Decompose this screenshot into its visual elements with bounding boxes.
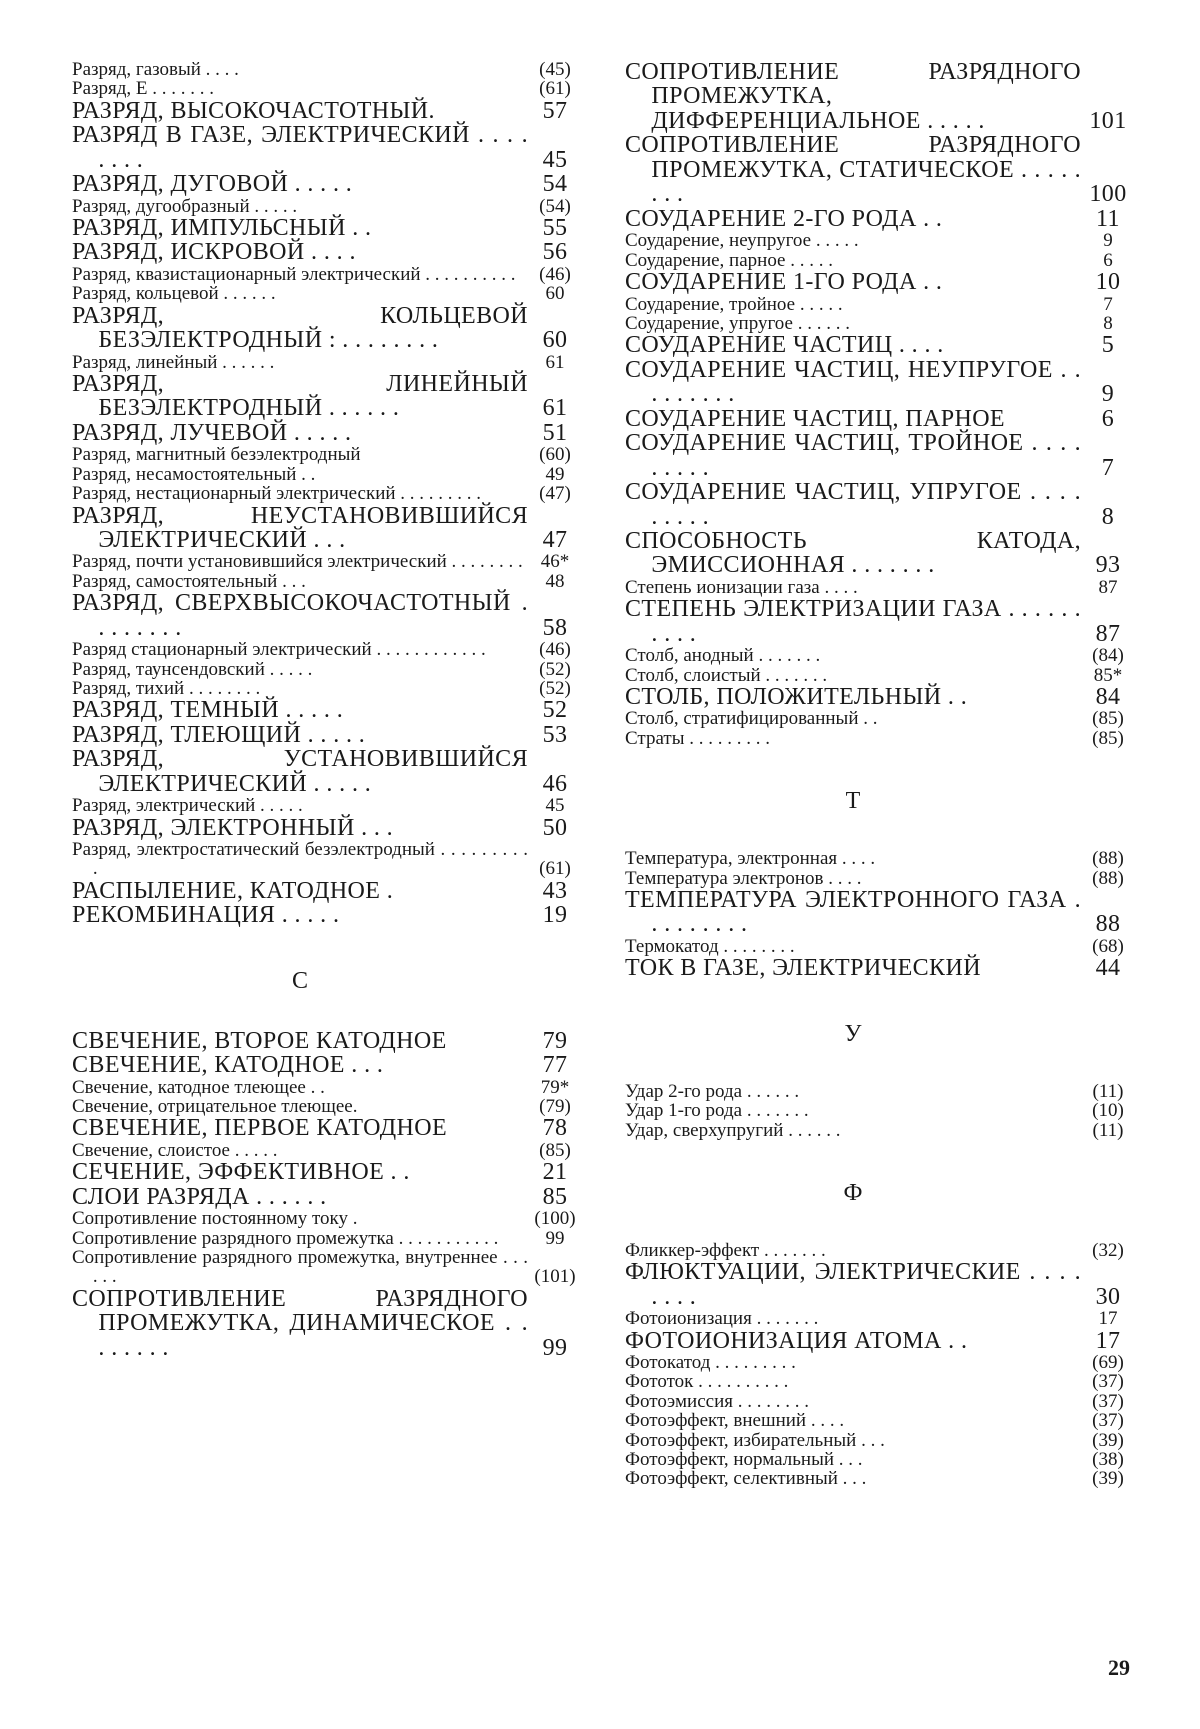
page-reference: 56 (542, 239, 568, 266)
section-letter-f: Ф (843, 1179, 863, 1206)
index-term: СОУДАРЕНИЕ ЧАСТИЦ, НЕУПРУГОЕ . . . . . . . . . (625, 356, 1081, 408)
page-reference: 84 (1095, 684, 1121, 710)
index-term: Столб, стратифицированный . . (625, 708, 878, 730)
page-reference: 101 (1089, 107, 1127, 134)
index-entry (72, 172, 582, 196)
page-reference: (79) (539, 1096, 571, 1117)
index-entry (625, 666, 1135, 685)
index-entry (72, 240, 582, 264)
entries-u (625, 1082, 1135, 1140)
page-reference: 61 (545, 351, 565, 373)
index-entry (72, 1097, 582, 1116)
page-reference: 99 (545, 1227, 565, 1249)
index-term: РАЗРЯД, ЛУЧЕВОЙ . . . . . (72, 419, 352, 446)
index-entry (625, 1411, 1135, 1430)
page-reference: 46* (540, 551, 570, 573)
left-column (72, 60, 582, 1360)
index-entry (625, 1372, 1135, 1391)
index-entry (625, 1431, 1135, 1450)
index-entry (625, 1353, 1135, 1372)
index-entry (72, 1160, 582, 1184)
page-reference: 17 (1095, 1327, 1121, 1354)
index-entry (625, 685, 1135, 709)
index-term: Разряд, квазистационарный электрический . . . . . . . . . . (72, 263, 516, 285)
index-entry (72, 1029, 582, 1053)
index-entry (625, 869, 1135, 888)
index-term: Фотоионизация . . . . . . . (625, 1308, 819, 1330)
page-reference: 45 (542, 146, 568, 173)
index-entry (625, 529, 1135, 578)
index-term: РАСПЫЛЕНИЕ, КАТОДНОЕ . (72, 877, 394, 904)
index-term: Сопротивление разрядного промежутка . . . . . . . . . . . (72, 1227, 499, 1249)
page-reference: (100) (534, 1208, 576, 1230)
index-entry (625, 251, 1135, 270)
index-term: РАЗРЯД В ГАЗЕ, ЭЛЕКТРИЧЕСКИЙ . . . . . . . . (72, 122, 528, 173)
page-reference: 85 (542, 1183, 568, 1210)
index-term: Фотоэффект, внешний . . . . (625, 1410, 845, 1432)
index-term: СПОСОБНОСТЬ КАТОДА, ЭМИССИОННАЯ . . . . . . . (625, 528, 1081, 579)
page-reference: 54 (542, 171, 568, 198)
index-term: РАЗРЯД, ИСКРОВОЙ . . . . (72, 239, 356, 266)
index-entry (72, 679, 582, 698)
page-reference: (85) (1092, 727, 1124, 749)
page-reference: 52 (542, 697, 568, 724)
page-reference: 9 (1101, 381, 1115, 408)
index-term: Разряд, дугообразный . . . . . (72, 195, 298, 217)
index-term: СЛОИ РАЗРЯДА . . . . . . (72, 1183, 327, 1210)
index-entry (625, 358, 1135, 407)
index-entry (72, 465, 582, 484)
page-reference: 60 (542, 327, 568, 354)
page-reference: (88) (1092, 848, 1124, 870)
page-reference: (46) (539, 639, 571, 661)
index-entry (72, 591, 582, 640)
page-reference: 8 (1103, 312, 1113, 334)
page-reference: 6 (1103, 249, 1113, 271)
page-reference: (52) (539, 658, 571, 680)
index-entry (72, 1248, 582, 1287)
index-entry (625, 333, 1135, 357)
index-term: СТОЛБ, ПОЛОЖИТЕЛЬНЫЙ . . (625, 684, 968, 710)
index-entry (625, 888, 1135, 937)
page-reference: 93 (1095, 552, 1121, 579)
index-term: Степень ионизации газа . . . . (625, 576, 858, 598)
index-term: Свечение, катодное тлеющее . . (72, 1076, 325, 1098)
index-term: Разряд, почти установившийся электрический . . . . . . . . (72, 551, 523, 573)
index-term: Разряд, электрический . . . . . (72, 795, 303, 817)
index-term: Разряд, таунсендовский . . . . . (72, 658, 313, 680)
index-entry (625, 1469, 1135, 1488)
index-entry (72, 698, 582, 722)
page-reference: (101) (534, 1266, 576, 1288)
index-entry (625, 729, 1135, 748)
index-term: СОУДАРЕНИЕ ЧАСТИЦ . . . . (625, 332, 944, 359)
index-term: Термокатод . . . . . . . . (625, 935, 795, 957)
index-term: Разряд, самостоятельный . . . (72, 570, 306, 592)
index-term: СВЕЧЕНИЕ, КАТОДНОЕ . . . (72, 1052, 384, 1079)
index-entry (72, 123, 582, 172)
page-reference: 44 (1095, 955, 1121, 982)
index-term: Фотоэффект, нормальный . . . (625, 1448, 863, 1470)
page-reference: (11) (1092, 1080, 1124, 1102)
index-term: Разряд, E . . . . . . . (72, 78, 215, 100)
index-term: РАЗРЯД, НЕУСТАНОВИВШИЙСЯ ЭЛЕКТРИЧЕСКИЙ . . . (72, 502, 528, 553)
page-reference: 10 (1095, 269, 1121, 296)
index-entry (625, 956, 1135, 980)
page-number: 29 (1108, 1655, 1130, 1680)
index-term: Разряд, электростатический безэлектродный . . . . . . . . . . (72, 839, 528, 880)
page-reference: 57 (542, 97, 568, 124)
page-reference: 11 (1096, 205, 1120, 232)
index-term: СВЕЧЕНИЕ, ПЕРВОЕ КАТОДНОЕ (72, 1115, 448, 1142)
index-entry (625, 207, 1135, 231)
index-entry (625, 480, 1135, 529)
page-reference: (47) (539, 483, 571, 505)
index-term: СВЕЧЕНИЕ, ВТОРОЕ КАТОДНОЕ (72, 1027, 447, 1054)
index-term: Разряд, кольцевой . . . . . . (72, 283, 276, 305)
page-reference: 9 (1103, 230, 1113, 252)
index-term: Фототок . . . . . . . . . . (625, 1371, 789, 1393)
page-reference: 87 (1098, 576, 1118, 598)
page-reference: (46) (539, 263, 571, 285)
index-entry (72, 796, 582, 815)
index-term: Фотокатод . . . . . . . . . (625, 1352, 796, 1374)
index-entry (72, 903, 582, 927)
page-reference: (54) (539, 195, 571, 217)
index-term: Разряд, магнитный безэлектродный (72, 444, 361, 466)
page-reference: 50 (542, 814, 568, 841)
index-term: Соударение, неупругое . . . . . (625, 230, 859, 252)
index-entry (625, 231, 1135, 250)
page-reference: (37) (1092, 1410, 1124, 1432)
index-term: РАЗРЯД, ЛИНЕЙНЫЙ БЕЗЭЛЕКТРОДНЫЙ . . . . . . (72, 371, 528, 422)
index-term: РАЗРЯД, ТЛЕЮЩИЙ . . . . . (72, 721, 366, 748)
index-entry (72, 372, 582, 421)
index-term: СОУДАРЕНИЕ ЧАСТИЦ, ПАРНОЕ (625, 405, 1005, 432)
index-term: Разряд, несамостоятельный . . (72, 463, 316, 485)
page-reference: (32) (1092, 1239, 1124, 1261)
page-reference: 99 (542, 1334, 568, 1361)
index-entry (72, 747, 582, 796)
index-entry (625, 270, 1135, 294)
index-entry (72, 572, 582, 591)
index-term: Сопротивление разрядного промежутка, внутреннее . . . . . . (72, 1246, 528, 1288)
index-entry (72, 99, 582, 123)
page-reference: (88) (1092, 867, 1124, 889)
index-entry (72, 60, 582, 79)
index-term: РАЗРЯД, ТЕМНЫЙ . . . . . (72, 697, 344, 724)
page-reference: 43 (542, 877, 568, 904)
index-entry (72, 660, 582, 679)
page-reference: 88 (1095, 911, 1121, 938)
index-entry (625, 1121, 1135, 1140)
page-reference: 46 (542, 770, 568, 797)
page-reference: 7 (1101, 454, 1115, 481)
page-reference: (39) (1092, 1468, 1124, 1490)
index-term: СОПРОТИВЛЕНИЕ РАЗРЯДНОГО ПРОМЕЖУТКА, ДИФФЕРЕНЦИАЛЬНОЕ . . . . . (625, 59, 1081, 134)
page-reference: 85* (1093, 664, 1123, 686)
page-reference: 17 (1098, 1308, 1118, 1330)
index-entry (72, 723, 582, 747)
index-term: Удар 2-го рода . . . . . . (625, 1080, 800, 1102)
index-entry (625, 937, 1135, 956)
index-entry (72, 816, 582, 840)
entries-t (625, 849, 1135, 981)
page-reference: (61) (539, 858, 571, 880)
index-term: РЕКОМБИНАЦИЯ . . . . . (72, 902, 340, 929)
index-entry (72, 1141, 582, 1160)
index-entry (625, 1101, 1135, 1120)
index-entry (72, 840, 582, 879)
index-entry (72, 353, 582, 372)
entries-s (72, 1029, 582, 1360)
index-term: РАЗРЯД, КОЛЬЦЕВОЙ БЕЗЭЛЕКТРОДНЫЙ : . . . . . . . . (72, 302, 528, 354)
page-reference: 58 (542, 614, 568, 641)
index-term: РАЗРЯД, ВЫСОКОЧАСТОТНЫЙ. (72, 97, 435, 124)
index-term: СЕЧЕНИЕ, ЭФФЕКТИВНОЕ . . (72, 1159, 410, 1186)
index-term: Столб, анодный . . . . . . . (625, 645, 821, 667)
index-term: Страты . . . . . . . . . (625, 727, 770, 749)
index-term: Соударение, парное . . . . . (625, 249, 833, 271)
index-entry (625, 578, 1135, 597)
page-reference: (39) (1092, 1429, 1124, 1451)
page-reference: (37) (1092, 1371, 1124, 1393)
index-term: Удар 1-го рода . . . . . . . (625, 1100, 809, 1122)
page-reference: 79* (540, 1076, 570, 1098)
index-term: Фотоэффект, селективный . . . (625, 1468, 867, 1490)
index-entry (72, 1229, 582, 1248)
index-term: Свечение, слоистое . . . . . (72, 1139, 278, 1161)
page-reference: 55 (542, 215, 568, 241)
page-reference: (10) (1092, 1100, 1124, 1122)
index-entry (72, 1116, 582, 1140)
index-entry (625, 431, 1135, 480)
index-entry (72, 1209, 582, 1228)
index-entry (72, 1287, 582, 1360)
page-reference: (11) (1092, 1119, 1124, 1141)
index-term: Сопротивление постоянному току . (72, 1208, 358, 1230)
index-entry (625, 1260, 1135, 1309)
index-term: СОУДАРЕНИЕ ЧАСТИЦ, ТРОЙНОЕ . . . . . . . . . (625, 430, 1081, 481)
index-term: СОУДАРЕНИЕ ЧАСТИЦ, УПРУГОЕ . . . . . . . . . (625, 479, 1081, 530)
index-term: ТОК В ГАЗЕ, ЭЛЕКТРИЧЕСКИЙ (625, 955, 981, 982)
index-term: СОПРОТИВЛЕНИЕ РАЗРЯДНОГО ПРОМЕЖУТКА, СТАТИЧЕСКОЕ . . . . . . . . (625, 132, 1081, 208)
page-reference: 8 (1101, 503, 1115, 530)
page-reference: 53 (542, 721, 568, 748)
index-term: Температура, электронная . . . . (625, 848, 876, 870)
index-entry (625, 133, 1135, 206)
index-entry (72, 1185, 582, 1209)
index-entry (625, 1082, 1135, 1101)
index-entry (72, 879, 582, 903)
index-term: РАЗРЯД, СВЕРХВЫСОКОЧАСТОТНЫЙ . . . . . . . . (72, 590, 528, 641)
index-entry (625, 1309, 1135, 1328)
page-reference: 30 (1095, 1283, 1121, 1310)
index-term: Соударение, тройное . . . . . (625, 293, 843, 315)
page-reference: 7 (1103, 293, 1113, 315)
index-entry (72, 640, 582, 659)
index-term: ФОТОИОНИЗАЦИЯ АТОМА . . (625, 1327, 968, 1354)
index-term: ТЕМПЕРАТУРА ЭЛЕКТРОННОГО ГАЗА . . . . . . . . . (625, 886, 1081, 938)
index-term: РАЗРЯД, ДУГОВОЙ . . . . . (72, 171, 353, 198)
page-reference: (52) (539, 677, 571, 699)
page-reference: (69) (1092, 1352, 1124, 1374)
index-term: Соударение, упругое . . . . . . (625, 312, 850, 334)
page-reference: (60) (539, 444, 571, 466)
page-reference: 100 (1089, 181, 1127, 208)
index-term: Фотоэффект, избирательный . . . (625, 1429, 885, 1451)
index-entry (625, 60, 1135, 133)
index-entry (72, 504, 582, 553)
index-term: Фотоэмиссия . . . . . . . . (625, 1390, 809, 1412)
index-term: СОПРОТИВЛЕНИЕ РАЗРЯДНОГО ПРОМЕЖУТКА, ДИНАМИЧЕСКОЕ . . . . . . . . (72, 1285, 528, 1361)
page-reference: 61 (542, 395, 568, 422)
page-reference: 87 (1095, 620, 1121, 647)
index-term: РАЗРЯД, УСТАНОВИВШИЙСЯ ЭЛЕКТРИЧЕСКИЙ . . . . . (72, 746, 528, 797)
index-entry (72, 79, 582, 98)
index-entry (72, 1053, 582, 1077)
index-entry (72, 445, 582, 464)
index-entry (625, 314, 1135, 333)
index-entry (72, 421, 582, 445)
index-entry (625, 646, 1135, 665)
page-reference: (37) (1092, 1390, 1124, 1412)
page-reference: (61) (539, 78, 571, 100)
page-reference: (45) (539, 59, 571, 80)
index-term: СОУДАРЕНИЕ 2-ГО РОДА . . (625, 205, 943, 232)
index-term: Свечение, отрицательное тлеющее. (72, 1096, 358, 1117)
index-term: Разряд стационарный электрический . . . . . . . . . . . . (72, 639, 486, 661)
page-reference: 45 (545, 795, 565, 817)
right-column (625, 60, 1135, 1489)
index-entry (72, 1078, 582, 1097)
index-term: Разряд, линейный . . . . . . (72, 351, 275, 373)
index-entry (625, 295, 1135, 314)
index-term: Удар, сверхупругий . . . . . . (625, 1119, 841, 1141)
page-reference: 5 (1101, 332, 1115, 359)
index-term: СОУДАРЕНИЕ 1-ГО РОДА . . (625, 269, 943, 296)
index-term: Столб, слоистый . . . . . . . (625, 664, 828, 686)
index-term: РАЗРЯД, ЭЛЕКТРОННЫЙ . . . (72, 814, 394, 841)
index-term: СТЕПЕНЬ ЭЛЕКТРИЗАЦИИ ГАЗА . . . . . . . . . . (625, 596, 1081, 647)
index-term: Фликкер-эффект . . . . . . . (625, 1239, 826, 1261)
entries-f (625, 1241, 1135, 1489)
index-term: Разряд, тихий . . . . . . . . (72, 677, 261, 699)
page-reference: (85) (539, 1139, 571, 1161)
index-entry (72, 216, 582, 240)
index-entry (625, 1241, 1135, 1260)
entries-r-s-right (625, 60, 1135, 748)
page-reference: 48 (545, 570, 565, 592)
page-reference: 19 (542, 902, 568, 929)
page-reference: 78 (542, 1115, 568, 1142)
index-entry (72, 284, 582, 303)
index-entry (72, 304, 582, 353)
page-reference: 77 (542, 1052, 568, 1079)
index-term: Температура электронов . . . . (625, 867, 862, 889)
page-reference: (85) (1092, 708, 1124, 730)
page-reference: 79 (542, 1027, 568, 1054)
index-term: Разряд, газовый . . . . (72, 59, 239, 80)
page-reference: 21 (542, 1159, 568, 1186)
index-term: ФЛЮКТУАЦИИ, ЭЛЕКТРИЧЕСКИЕ . . . . . . . . (625, 1259, 1081, 1310)
index-entry (625, 709, 1135, 728)
page-reference: 51 (542, 419, 568, 446)
index-entry (72, 484, 582, 503)
index-entry (625, 1392, 1135, 1411)
index-entry (72, 265, 582, 284)
entries-r-left (72, 60, 582, 928)
page-reference: 49 (545, 463, 565, 485)
page-reference: (84) (1092, 645, 1124, 667)
page-reference: 60 (545, 283, 565, 305)
section-letter-t: Т (845, 788, 861, 815)
page-reference: 47 (542, 527, 568, 553)
index-entry (72, 197, 582, 216)
page-reference: (68) (1092, 935, 1124, 957)
index-entry (72, 552, 582, 571)
index-term: РАЗРЯД, ИМПУЛЬСНЫЙ . . (72, 215, 372, 241)
index-entry (625, 597, 1135, 646)
page-reference: (38) (1092, 1448, 1124, 1470)
index-entry (625, 1450, 1135, 1469)
index-entry (625, 1329, 1135, 1353)
page-reference: 6 (1101, 405, 1115, 432)
index-entry (625, 407, 1135, 431)
section-letter-u: У (844, 1020, 862, 1047)
index-entry (625, 849, 1135, 868)
index-term: Разряд, нестационарный электрический . . . . . . . . . (72, 483, 482, 505)
section-letter-s: С (291, 967, 308, 994)
